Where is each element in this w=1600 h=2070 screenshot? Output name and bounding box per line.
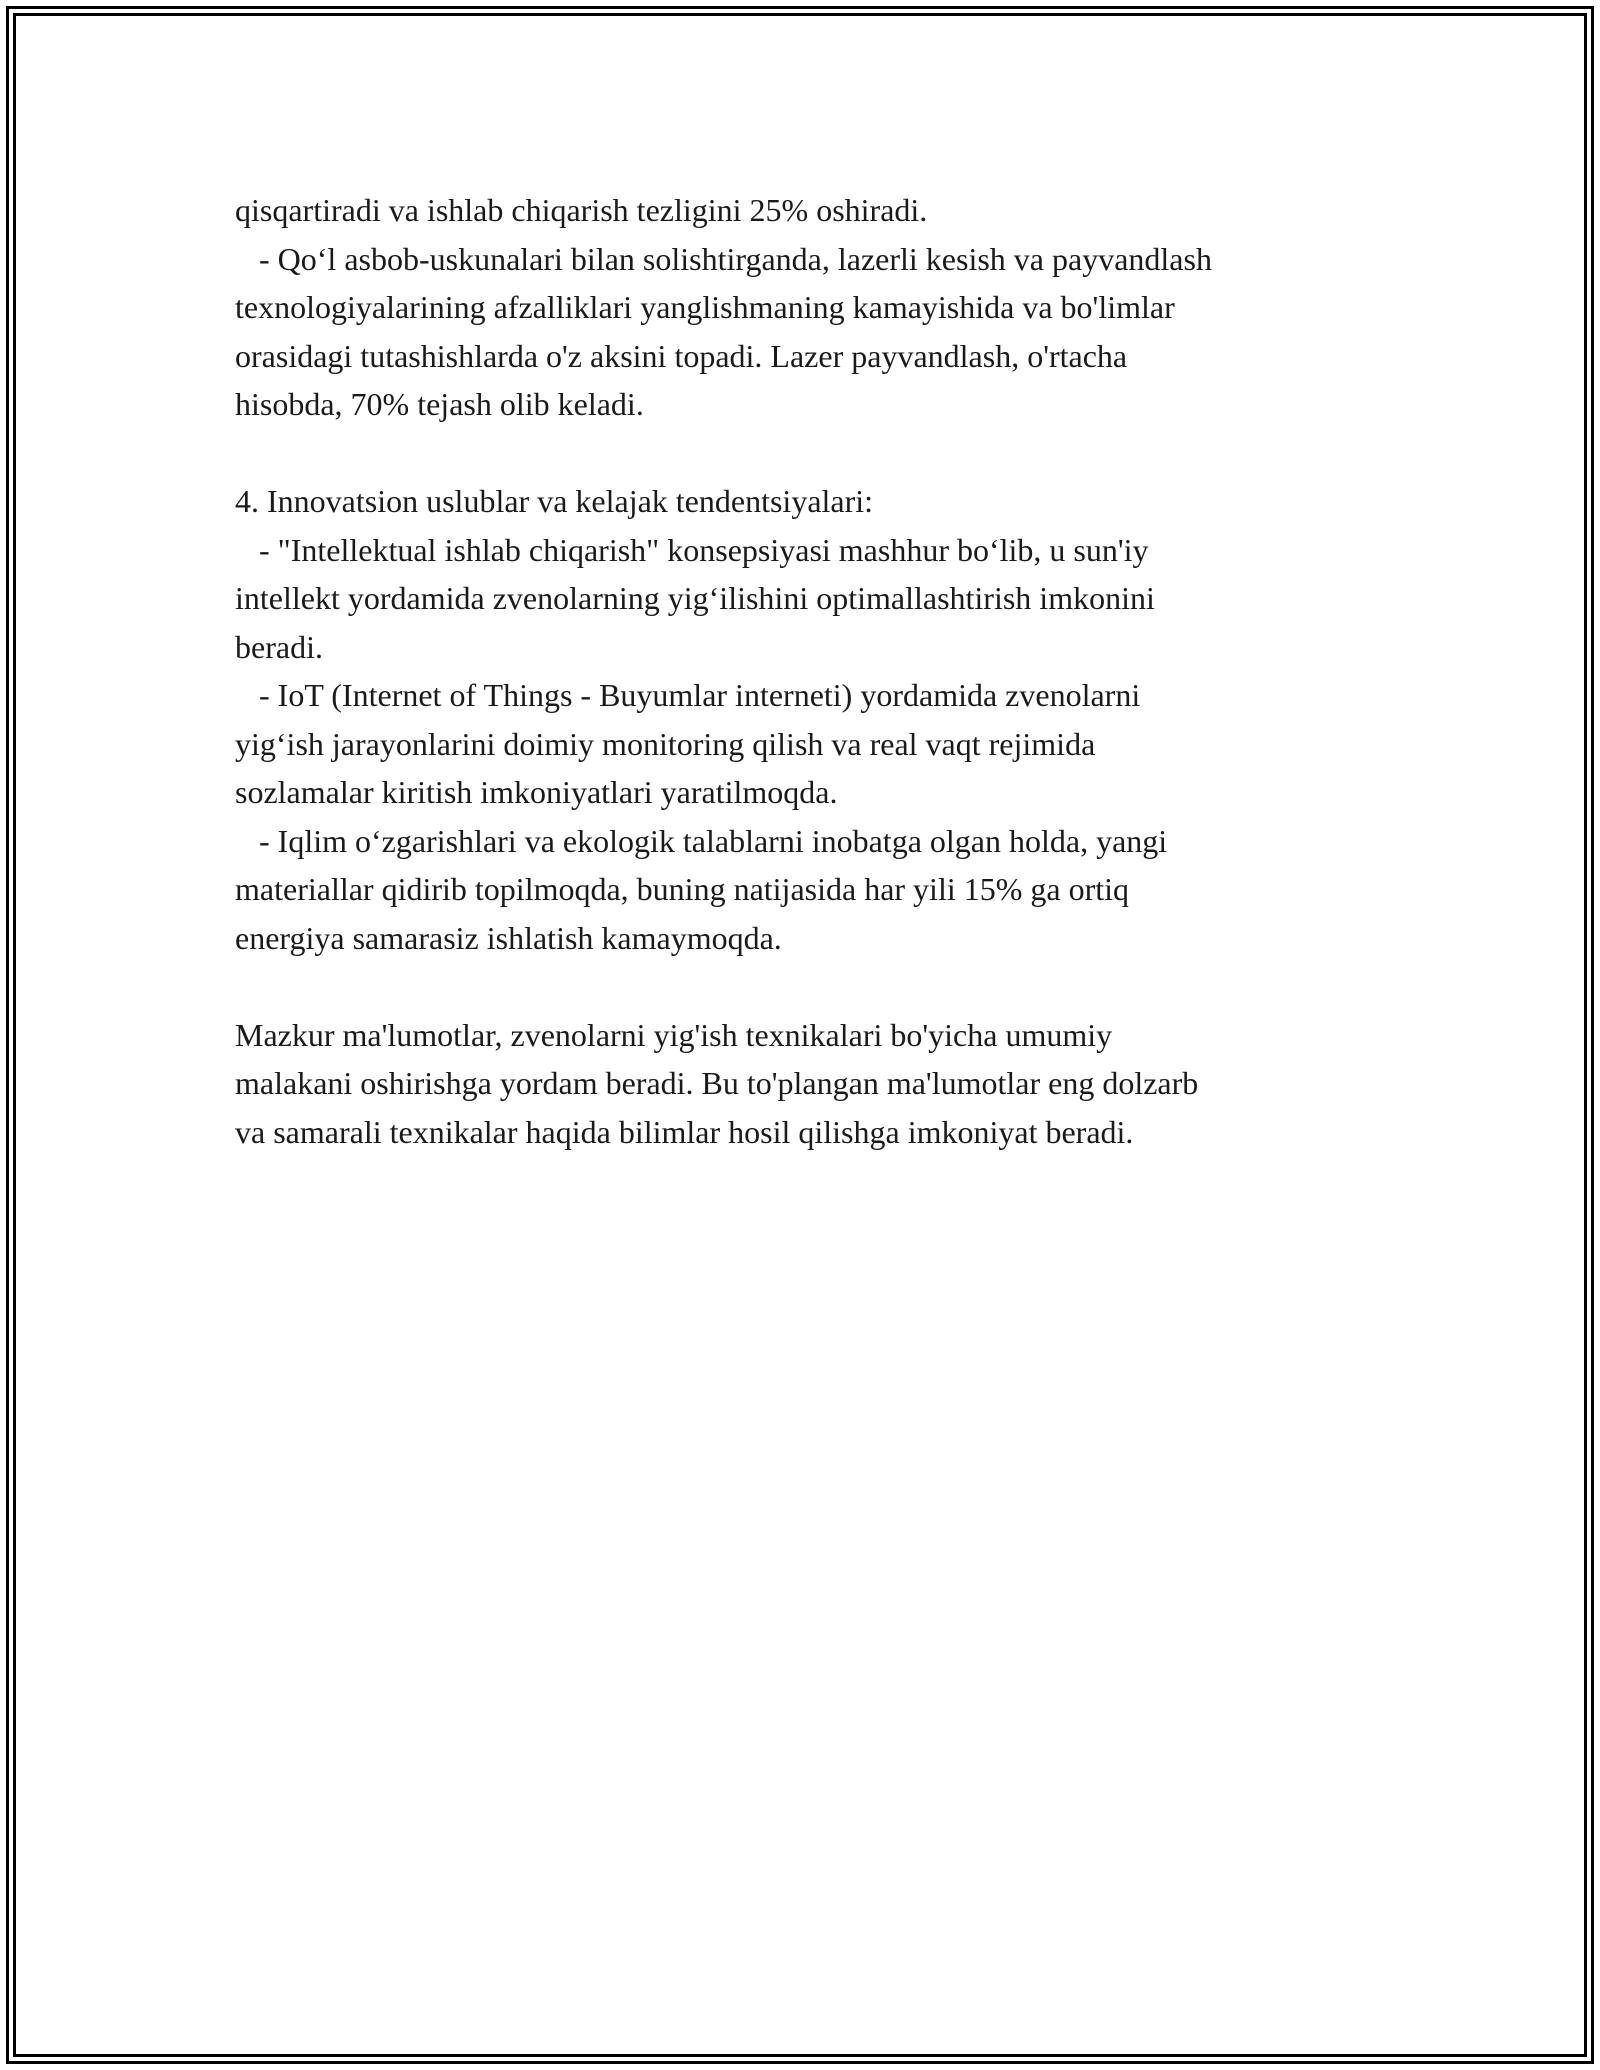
paragraph-gap [235, 429, 1415, 478]
text-line: Mazkur ma'lumotlar, zvenolarni yig'ish texnikalari bo'yicha umumiy [235, 1016, 1113, 1053]
text-line: va samarali texnikalar haqida bilimlar hosil qilishga imkoniyat beradi. [235, 1113, 1134, 1150]
text-line: materiallar qidirib topilmoqda, buning natijasida har yili 15% ga ortiq [235, 871, 1130, 907]
text-line: - Iqlim o‘zgarishlari va ekologik talablarni inobatga olgan holda, yangi [235, 822, 1168, 859]
text-line: - "Intellektual ishlab chiqarish" konsepsiyasi mashhur bo‘lib, u sun'iy [235, 531, 1149, 568]
text-line: - Qo‘l asbob-uskunalari bilan solishtirganda, lazerli kesish va payvandlash [235, 240, 1212, 277]
section-heading: 4. Innovatsion uslublar va kelajak tendentsiyalari: [235, 483, 874, 519]
paragraph-gap [235, 962, 1415, 1011]
text-line: energiya samarasiz ishlatish kamaymoqda. [235, 919, 782, 956]
text-line: texnologiyalarining afzalliklari yanglishmaning kamayishida va bo'limlar [235, 289, 1175, 325]
text-line: orasidagi tutashishlarda o'z aksini topadi. Lazer payvandlash, o'rtacha [235, 337, 1128, 374]
text-line: qisqartiradi va ishlab chiqarish tezligini 25% oshiradi. [235, 192, 928, 228]
document-body [235, 186, 1415, 1156]
text-line: hisobda, 70% tejash olib keladi. [235, 386, 644, 422]
text-line: - IoT (Internet of Things - Buyumlar interneti) yordamida zvenolarni [235, 677, 1141, 713]
text-line: intellekt yordamida zvenolarning yig‘ilishini optimallashtirish imkonini [235, 580, 1155, 616]
text-line: yig‘ish jarayonlarini doimiy monitoring qilish va real vaqt rejimida [235, 725, 1096, 762]
text-line: sozlamalar kiritish imkoniyatlari yaratilmoqda. [235, 774, 838, 810]
text-line: beradi. [235, 628, 323, 665]
text-line: malakani oshirishga yordam beradi. Bu to'plangan ma'lumotlar eng dolzarb [235, 1065, 1199, 1101]
